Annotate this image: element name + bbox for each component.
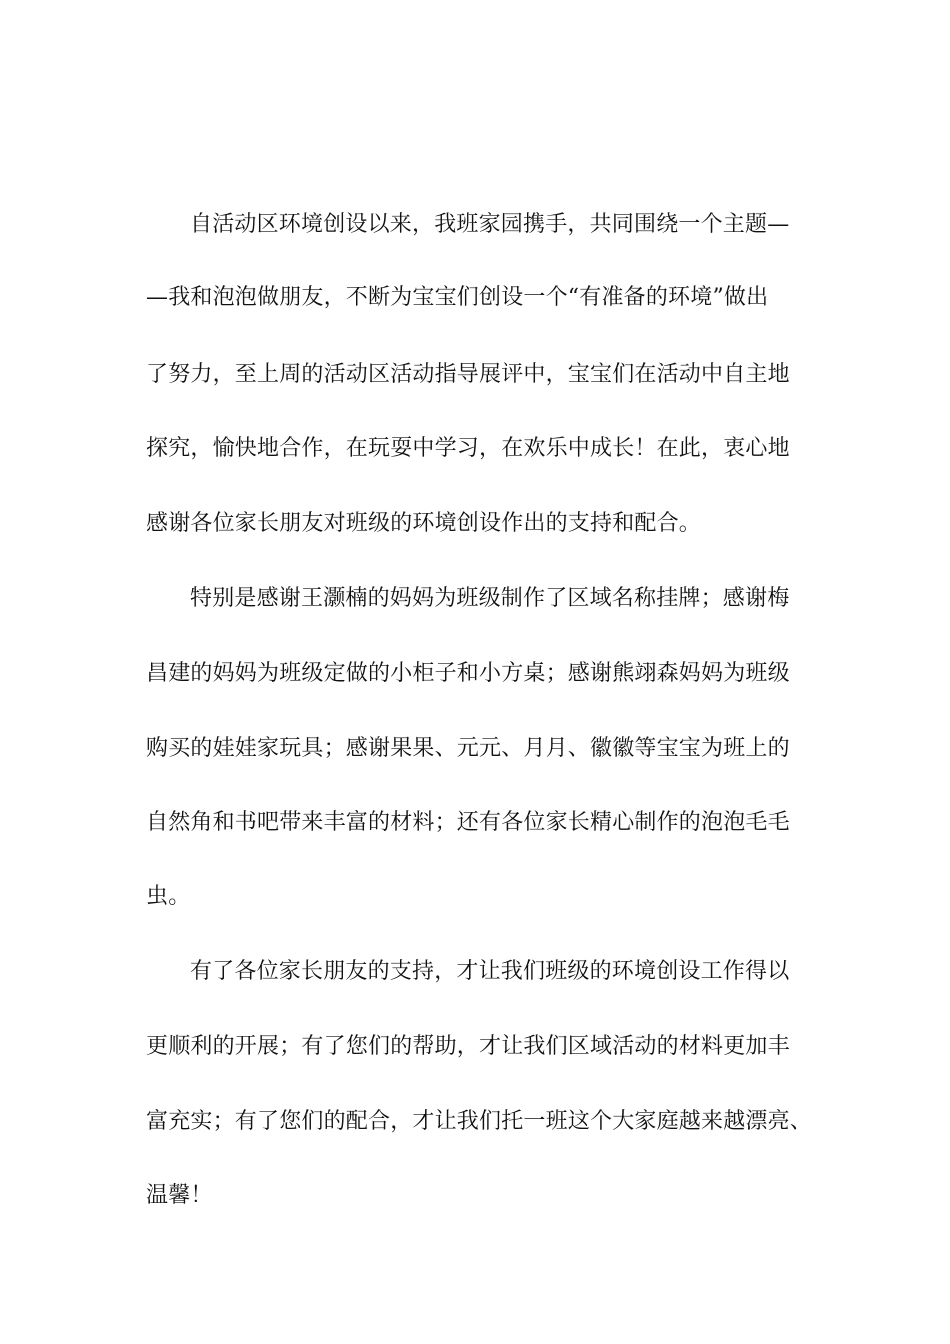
- paragraph-1-line-3: 了努力，至上周的活动区活动指导展评中，宝宝们在活动中自主地: [146, 362, 790, 387]
- paragraph-2-line-4: 自然角和书吧带来丰富的材料；还有各位家长精心制作的泡泡毛毛: [146, 810, 790, 835]
- paragraph-3-line-3: 富充实；有了您们的配合，才让我们托一班这个大家庭越来越漂亮、: [146, 1109, 813, 1134]
- paragraph-1-line-1: 自活动区环境创设以来，我班家园携手，共同围绕一个主题—: [190, 212, 790, 237]
- paragraph-1-line-4: 探究，愉快地合作，在玩耍中学习，在欢乐中成长！在此，衷心地: [146, 436, 790, 461]
- paragraph-3-line-1: 有了各位家长朋友的支持，才让我们班级的环境创设工作得以: [190, 959, 790, 984]
- paragraph-1-line-2: —我和泡泡做朋友，不断为宝宝们创设一个“有准备的环境”做出: [146, 285, 769, 310]
- paragraph-2-line-1: 特别是感谢王灏楠的妈妈为班级制作了区域名称挂牌；感谢梅: [190, 586, 790, 611]
- paragraph-2-line-3: 购买的娃娃家玩具；感谢果果、元元、月月、徽徽等宝宝为班上的: [146, 736, 790, 761]
- paragraph-2-line-5: 虫。: [146, 884, 191, 909]
- paragraph-3-line-4: 温馨！: [146, 1183, 213, 1208]
- paragraph-3-line-2: 更顺利的开展；有了您们的帮助，才让我们区域活动的材料更加丰: [146, 1034, 790, 1059]
- paragraph-2-line-2: 昌建的妈妈为班级定做的小柜子和小方桌；感谢熊翊森妈妈为班级: [146, 661, 790, 686]
- paragraph-1-line-5: 感谢各位家长朋友对班级的环境创设作出的支持和配合。: [146, 511, 702, 536]
